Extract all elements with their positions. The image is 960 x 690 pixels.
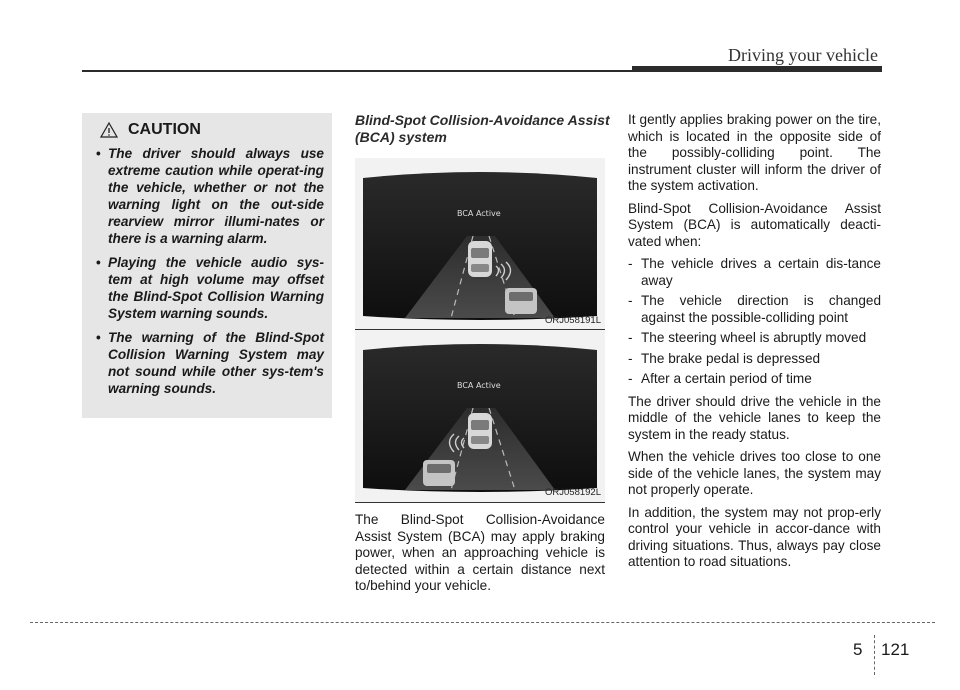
right-column xyxy=(628,112,881,577)
paragraph: The driver should drive the vehicle in the middle of the vehicle lanes to keep the system in the ready status. xyxy=(628,393,881,442)
cluster-display-illustration xyxy=(355,330,605,502)
figure-code: ORJ058191L xyxy=(545,315,601,326)
paragraph: When the vehicle drives too close to one side of the vehicle lanes, the system may not properly operate. xyxy=(628,449,881,497)
approaching-car-icon xyxy=(423,460,455,486)
chapter-number: 5 xyxy=(853,640,863,659)
list-item: - The vehicle direction is changed against the possible-colliding point xyxy=(628,293,881,326)
list-item: - The brake pedal is depressed xyxy=(628,351,881,368)
footer-rule xyxy=(30,622,935,623)
cluster-display-illustration xyxy=(355,158,605,330)
figure-divider xyxy=(355,502,605,503)
figure-bca-left xyxy=(355,330,605,502)
approaching-car-icon xyxy=(505,288,537,314)
caution-item: • The driver should always use extreme caution while operat-ing the vehicle, whether or not the warning light on the out-side rearview mirror illumi-nates or there is a warning alarm. xyxy=(96,145,324,247)
caution-item: • The warning of the Blind-Spot Collision Warning System may not sound while other sys-tem's warning sounds. xyxy=(96,329,324,397)
caution-list xyxy=(96,145,324,397)
list-item: - The steering wheel is abruptly moved xyxy=(628,330,881,347)
figure-bca-right xyxy=(355,158,605,330)
display-text: BCA Active xyxy=(457,209,501,218)
warning-triangle-icon xyxy=(100,122,118,138)
section-intro: The Blind-Spot Collision-Avoidance Assist System (BCA) may apply braking power, when an approaching vehicle is detected within a certain distance next to/behind your vehicle. xyxy=(355,512,605,593)
section-heading: Blind-Spot Collision-Avoidance Assist (BCA) system xyxy=(355,112,610,145)
display-text: BCA Active xyxy=(457,381,501,390)
page-number-divider xyxy=(874,635,875,675)
list-item: - After a certain period of time xyxy=(628,371,881,388)
header-title: Driving your vehicle xyxy=(728,45,878,65)
caution-item: • Playing the vehicle audio sys-tem at high volume may offset the Blind-Spot Collision Warning System warning sounds. xyxy=(96,254,324,322)
caution-box xyxy=(82,113,332,418)
header-rule-accent xyxy=(632,66,882,71)
paragraph: Blind-Spot Collision-Avoidance Assist System (BCA) is automatically deacti-vated when: xyxy=(628,200,881,249)
deactivation-conditions-list xyxy=(628,256,881,388)
host-car-icon xyxy=(468,241,492,277)
paragraph: It gently applies braking power on the tire, which is located in the opposite side of the possibly-colliding point. The instrument cluster will inform the driver of the system activation. xyxy=(628,112,881,193)
figure-code: ORJ058192L xyxy=(545,487,601,498)
host-car-icon xyxy=(468,413,492,449)
caution-title: CAUTION xyxy=(128,121,201,138)
paragraph: In addition, the system may not prop-erly control your vehicle in accor-dance with driving situations. Thus, always pay close attention to road situations. xyxy=(628,504,881,569)
list-item: - The vehicle drives a certain dis-tance away xyxy=(628,256,881,289)
page-number: 121 xyxy=(881,640,910,659)
caution-header xyxy=(100,121,324,139)
